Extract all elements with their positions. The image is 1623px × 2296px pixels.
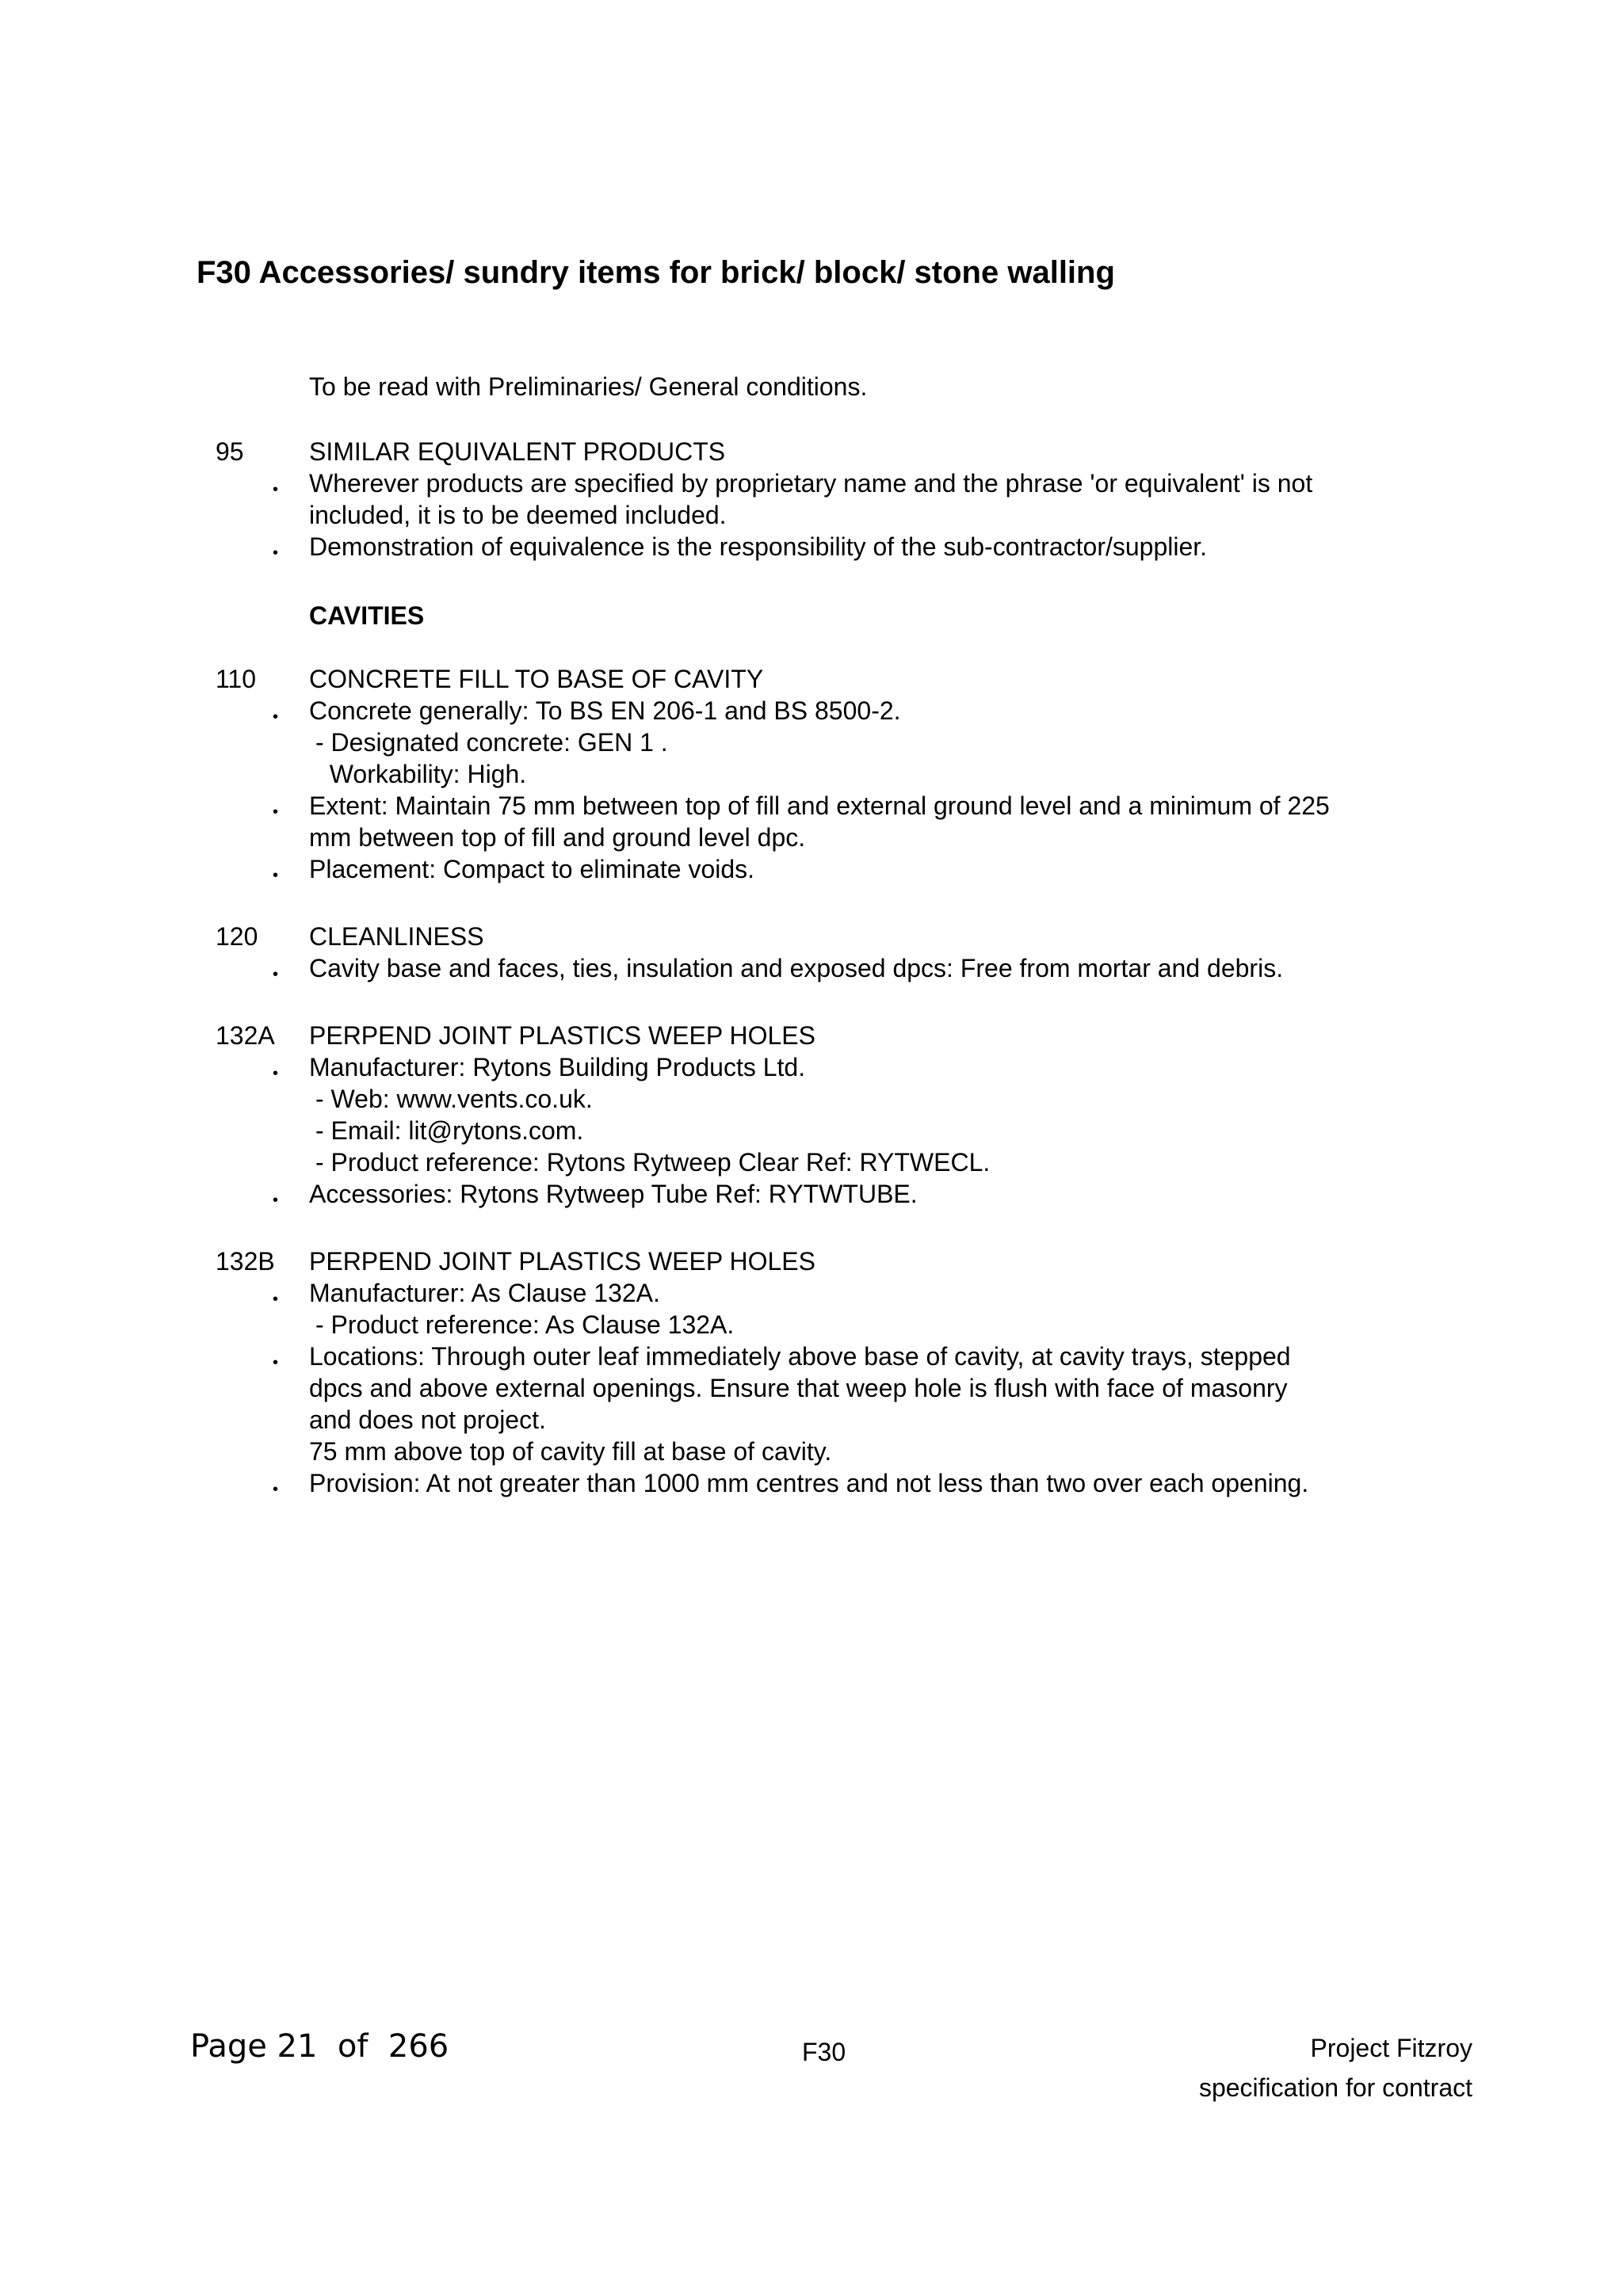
bullet-icon: •: [273, 1192, 279, 1209]
clause-text: mm between top of fill and ground level dpc.: [309, 823, 806, 852]
footer-section-code: F30: [802, 2038, 846, 2066]
clause-text: Locations: Through outer leaf immediately above base of cavity, at cavity trays, stepped: [309, 1342, 1291, 1371]
clause-text: and does not project.: [309, 1405, 546, 1434]
clause-number: 120: [216, 922, 258, 951]
bullet-icon: •: [273, 803, 279, 821]
bullet-icon: •: [273, 1354, 279, 1371]
clause-subtext: - Email: lit@rytons.com.: [315, 1116, 584, 1145]
footer-page-number: Page 21 of 266: [190, 2028, 449, 2065]
clause-heading: SIMILAR EQUIVALENT PRODUCTS: [309, 437, 726, 466]
bullet-icon: •: [273, 1481, 279, 1498]
clause-text: dpcs and above external openings. Ensure that weep hole is flush with face of masonry: [309, 1374, 1288, 1402]
footer-document-name: specification for contract: [1198, 2073, 1472, 2102]
bullet-icon: •: [273, 708, 279, 726]
clause-text: Provision: At not greater than 1000 mm centres and not less than two over each opening.: [309, 1469, 1309, 1497]
clause-text: Wherever products are specified by proprietary name and the phrase 'or equivalent' is not: [309, 469, 1313, 498]
clause-text: Demonstration of equivalence is the responsibility of the sub-contractor/supplier.: [309, 532, 1208, 561]
clause-heading: PERPEND JOINT PLASTICS WEEP HOLES: [309, 1021, 815, 1050]
clause-text: Manufacturer: Rytons Building Products Ltd.: [309, 1053, 806, 1081]
clause-number: 132B: [216, 1247, 275, 1276]
clause-number: 132A: [216, 1021, 275, 1050]
page-title: F30 Accessories/ sundry items for brick/ block/ stone walling: [197, 255, 1115, 290]
clause-number: 95: [216, 437, 244, 466]
clause-text: Manufacturer: As Clause 132A.: [309, 1279, 660, 1307]
bullet-icon: •: [273, 966, 279, 983]
clause-heading: CONCRETE FILL TO BASE OF CAVITY: [309, 665, 764, 693]
footer-project: [1199, 2028, 1472, 2107]
clause-text: Extent: Maintain 75 mm between top of fill and external ground level and a minimum of 225: [309, 791, 1330, 820]
clause-text: Placement: Compact to eliminate voids.: [309, 855, 755, 883]
clause-subtext: - Product reference: As Clause 132A.: [315, 1310, 735, 1339]
clause-text: Cavity base and faces, ties, insulation and exposed dpcs: Free from mortar and debris.: [309, 954, 1284, 982]
clause-heading: PERPEND JOINT PLASTICS WEEP HOLES: [309, 1247, 815, 1276]
bullet-icon: •: [273, 1065, 279, 1082]
clause-subtext: - Designated concrete: GEN 1 .: [315, 728, 668, 757]
clause-subtext: Workability: High.: [315, 760, 527, 788]
bullet-icon: •: [273, 544, 279, 562]
bullet-icon: •: [273, 1291, 279, 1308]
footer-project-name: Project Fitzroy: [1310, 2034, 1472, 2062]
section-heading: CAVITIES: [309, 601, 425, 630]
clause-text: included, it is to be deemed included.: [309, 501, 727, 529]
clause-subtext: - Web: www.vents.co.uk.: [315, 1085, 593, 1113]
clause-text: 75 mm above top of cavity fill at base of cavity.: [309, 1437, 832, 1466]
bullet-icon: •: [273, 481, 279, 498]
clause-text: Concrete generally: To BS EN 206-1 and BS 8500-2.: [309, 696, 901, 725]
bullet-icon: •: [273, 867, 279, 884]
clause-heading: CLEANLINESS: [309, 922, 484, 951]
clause-text: Accessories: Rytons Rytweep Tube Ref: RYTWTUBE.: [309, 1180, 918, 1208]
clause-number: 110: [216, 665, 257, 693]
intro-text: To be read with Preliminaries/ General conditions.: [309, 372, 868, 401]
clause-subtext: - Product reference: Rytons Rytweep Clear Ref: RYTWECL.: [315, 1148, 991, 1177]
